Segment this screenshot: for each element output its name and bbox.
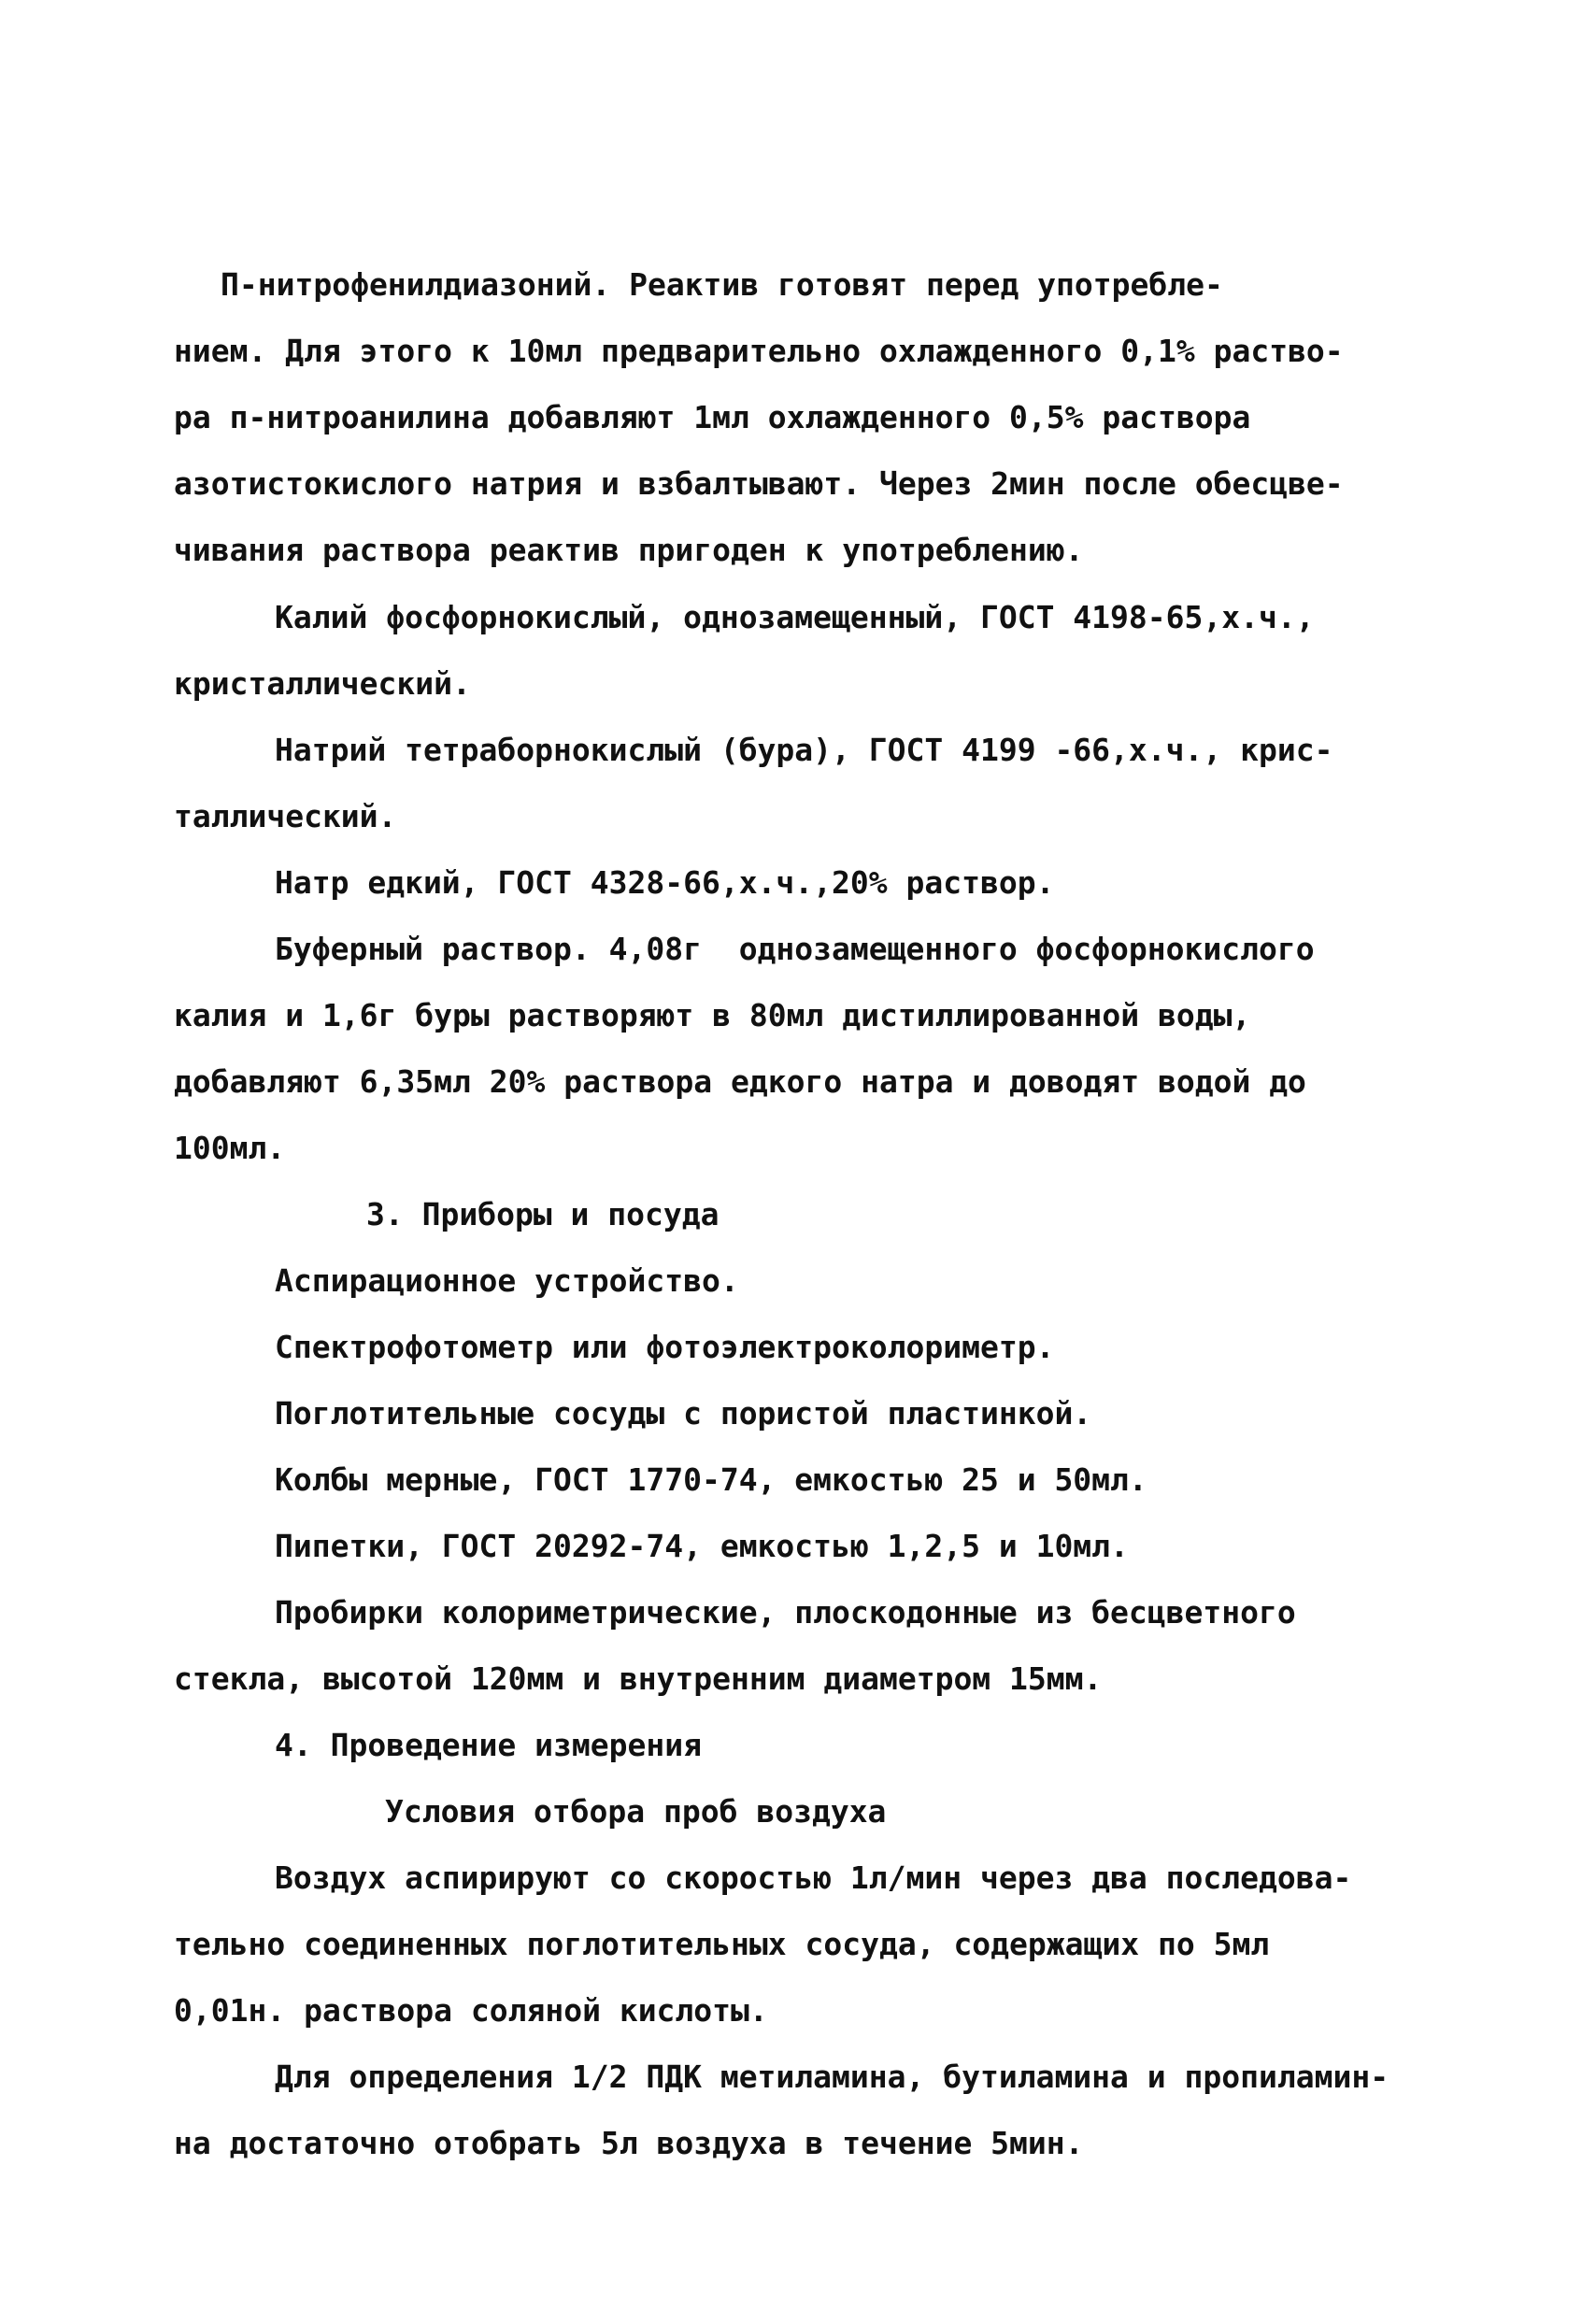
text-line: стекла, высотой 120мм и внутренним диаметром 15мм. (174, 1660, 1103, 1697)
text-line: добавляют 6,35мл 20% раствора едкого натра и доводят водой до (174, 1063, 1306, 1100)
text-line: Калий фосфорнокислый, однозамещенный, ГОСТ 4198-65,х.ч., (275, 599, 1315, 635)
text-line: кристаллический. (174, 665, 471, 702)
text-line: Для определения 1/2 ПДК метиламина, бутиламина и пропиламин- (275, 2058, 1389, 2095)
text-line: тельно соединенных поглотительных сосуда, содержащих по 5мл (174, 1926, 1270, 1962)
text-line: Натрий тетраборнокислый (бура), ГОСТ 4199 -66,х.ч., крис- (275, 732, 1333, 768)
text-line: Поглотительные сосуды с пористой пластинкой. (275, 1395, 1092, 1432)
text-line: Спектрофотометр или фотоэлектроколориметр. (275, 1329, 1055, 1365)
text-line: таллический. (174, 798, 397, 834)
text-line: Пипетки, ГОСТ 20292-74, емкостью 1,2,5 и 10мл. (275, 1528, 1129, 1564)
section-heading: 3. Приборы и посуда (366, 1196, 720, 1232)
text-line: Натр едкий, ГОСТ 4328-66,х.ч.,20% раствор. (275, 864, 1055, 901)
text-line: азотистокислого натрия и взбалтывают. Через 2мин после обесцве- (174, 465, 1344, 502)
text-line: Воздух аспирируют со скоростью 1л/мин через два последова- (275, 1859, 1352, 1896)
text-line: Буферный раствор. 4,08г однозамещенного фосфорнокислого (275, 931, 1315, 967)
text-line: 100мл. (174, 1130, 286, 1166)
section-heading: 4. Проведение измерения (275, 1727, 702, 1763)
text-line: Аспирационное устройство. (275, 1262, 739, 1299)
text-line: на достаточно отобрать 5л воздуха в течение 5мин. (174, 2125, 1084, 2161)
text-line: П-нитрофенилдиазоний. Реактив готовят перед употребле- (221, 266, 1223, 303)
text-line: калия и 1,6г буры растворяют в 80мл дистиллированной воды, (174, 997, 1251, 1033)
text-line: чивания раствора реактив пригоден к употреблению. (174, 532, 1084, 568)
text-line: ра п-нитроанилина добавляют 1мл охлажденного 0,5% раствора (174, 399, 1251, 435)
subsection-heading: Условия отбора проб воздуха (385, 1793, 887, 1830)
text-line: нием. Для этого к 10мл предварительно охлажденного 0,1% раство- (174, 333, 1344, 369)
text-line: 0,01н. раствора соляной кислоты. (174, 1992, 768, 2029)
text-line: Колбы мерные, ГОСТ 1770-74, емкостью 25 и 50мл. (275, 1461, 1147, 1498)
text-line: Пробирки колориметрические, плоскодонные из бесцветного (275, 1594, 1296, 1631)
